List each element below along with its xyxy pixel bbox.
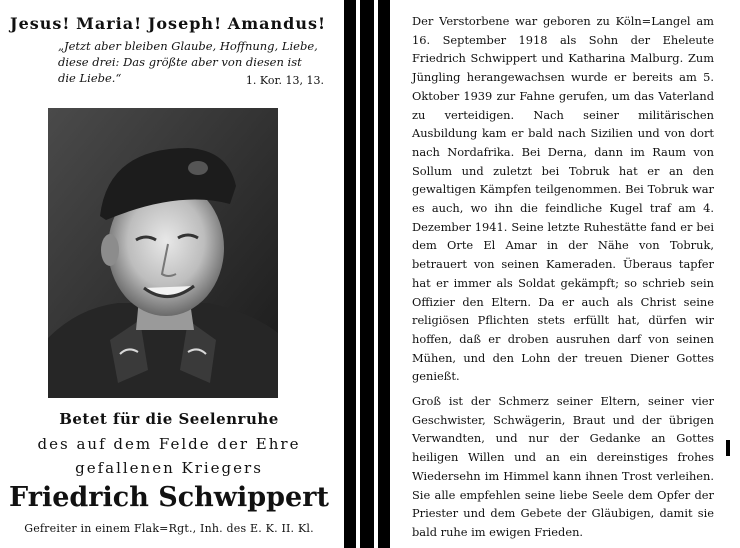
caption-line-1: Betet für die Seelenruhe — [59, 410, 279, 428]
mourning-paragraph: Groß ist der Schmerz seiner Eltern, seiner vier Geschwister, Schwägerin, Braut und der übrigen Verwandten, und nur der Gedanke an Gottes heiligen Willen und an ein dereinstiges frohes Wiedersehn im Himmel kann ihnen Trost verleihen. Sie alle empfehlen seine liebe Seele dem Opfer der Priester und dem Gebete der Gläubigen, damit sie bald ruhe im ewigen Frieden. — [412, 394, 714, 539]
military-rank: Gefreiter in einem Flak=Rgt., Inh. des E. K. II. Kl. — [24, 522, 314, 535]
portrait-illustration — [48, 108, 278, 398]
mourning-band — [338, 0, 396, 548]
left-panel — [0, 0, 338, 548]
print-edge-mark — [726, 440, 730, 456]
band-stripe-center — [360, 0, 374, 548]
invocation-word: Jesus! — [10, 14, 71, 33]
invocation-header — [10, 14, 326, 33]
band-stripe-outer-left — [344, 0, 356, 548]
invocation-word: Joseph! — [147, 14, 223, 33]
biography-paragraph: Der Verstorbene war geboren zu Köln=Langel am 16. September 1918 als Sohn der Eheleute Friedrich Schwippert und Katharina Malburg. Zum Jüngling herangewachsen wurde er bereits am 5. Oktober 1939 zur Fahne gerufen, um das Vaterland zu verteidigen. Nach seiner militärischen Ausbildung kam er bald nach Sizilien und von dort nach Nordafrika. Bei Derna, dann im Raum von Sollum und zuletzt bei Tobruk hat er an den gewaltigen Kämpfen teilgenommen. Bei Tobruk war es auch, wo ihn die feindliche Kugel traf am 4. Dezember 1941. Seine letzte Ruhestätte fand er bei dem Orte El Amar in der Nähe von Tobruk, betrauert von seinen Kameraden. Überaus tapfer hat er immer als Soldat gekämpft; so schrieb sein Offizier den Eltern. Da er auch als Christ seine religiösen Pflichten stets erfüllt hat, dürfen wir hoffen, daß er droben ausruhen darf von seinen Mühen, und den Lohn der treuen Diener Gottes genießt. — [412, 14, 714, 384]
right-panel — [412, 12, 714, 542]
caption-line-3: gefallenen Kriegers — [75, 459, 263, 477]
caption-line-2: des auf dem Felde der Ehre — [37, 435, 301, 453]
band-stripe-outer-right — [378, 0, 390, 548]
invocation-word: Amandus! — [227, 14, 326, 33]
invocation-word: Maria! — [76, 14, 143, 33]
quote-reference: 1. Kor. 13, 13. — [245, 74, 324, 87]
bible-quote: „Jetzt aber bleiben Glaube, Hoffnung, Liebe, diese drei: Das größte aber von diesen ist die Liebe.“ — [58, 39, 318, 85]
deceased-name: Friedrich Schwippert — [9, 482, 329, 513]
portrait-photo — [48, 108, 278, 398]
